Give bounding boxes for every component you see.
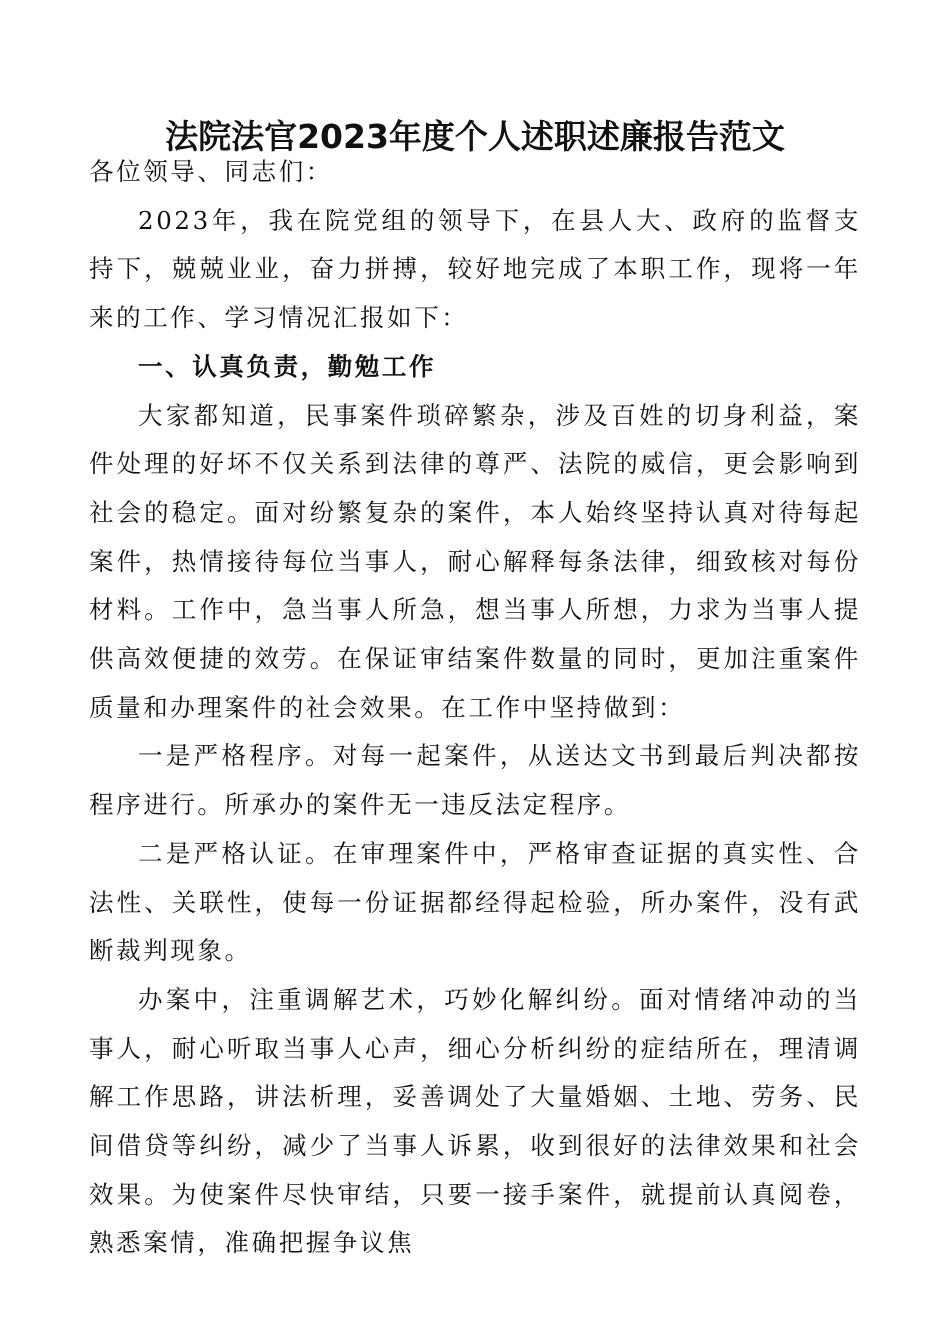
section-heading: 一、认真负责，勤勉工作	[138, 351, 437, 381]
document-title: 法院法官2023年度个人述职述廉报告范文	[165, 117, 785, 156]
paragraph-civil-cases: 大家都知道，民事案件琐碎繁杂，涉及百姓的切身利益，案件处理的好坏不仅关系到法律的尊严、法院的威信，更会影响到社会的稳定。面对纷繁复杂的案件，本人始终坚持认真对待每起案件，热情接待每位当事人，耐心解释每条法律，细致核对每份材料。工作中，急当事人所急，想当事人所想，力求为当事人提供高效便捷的效劳。在保证审结案件数量的同时，更加注重案件质量和办理案件的社会效果。在工作中坚持做到：	[89, 400, 861, 722]
paragraph-intro: 2023年，我在院党组的领导下，在县人大、政府的监督支持下，兢兢业业，奋力拼搏，较好地完成了本职工作，现将一年来的工作、学习情况汇报如下：	[89, 205, 861, 333]
document-body	[89, 148, 861, 1268]
paragraph-strict-procedure: 一是严格程序。对每一起案件，从送达文书到最后判决都按程序进行。所承办的案件无一违反法定程序。	[89, 741, 861, 820]
paragraph-mediation: 办案中，注重调解艺术，巧妙化解纠纷。面对情绪冲动的当事人，耐心听取当事人心声，细心分析纠纷的症结所在，理清调解工作思路，讲法析理，妥善调处了大量婚姻、土地、劳务、民间借贷等纠纷，减少了当事人诉累，收到很好的法律效果和社会效果。为使案件尽快审结，只要一接手案件，就提前认真阅卷，熟悉案情，准确把握争议焦	[89, 984, 861, 1258]
salutation: 各位领导、同志们：	[89, 157, 333, 186]
paragraph-strict-evidence: 二是严格认证。在审理案件中，严格审查证据的真实性、合法性、关联性，使每一份证据都经得起检验，所办案件，没有武断裁判现象。	[89, 838, 861, 966]
